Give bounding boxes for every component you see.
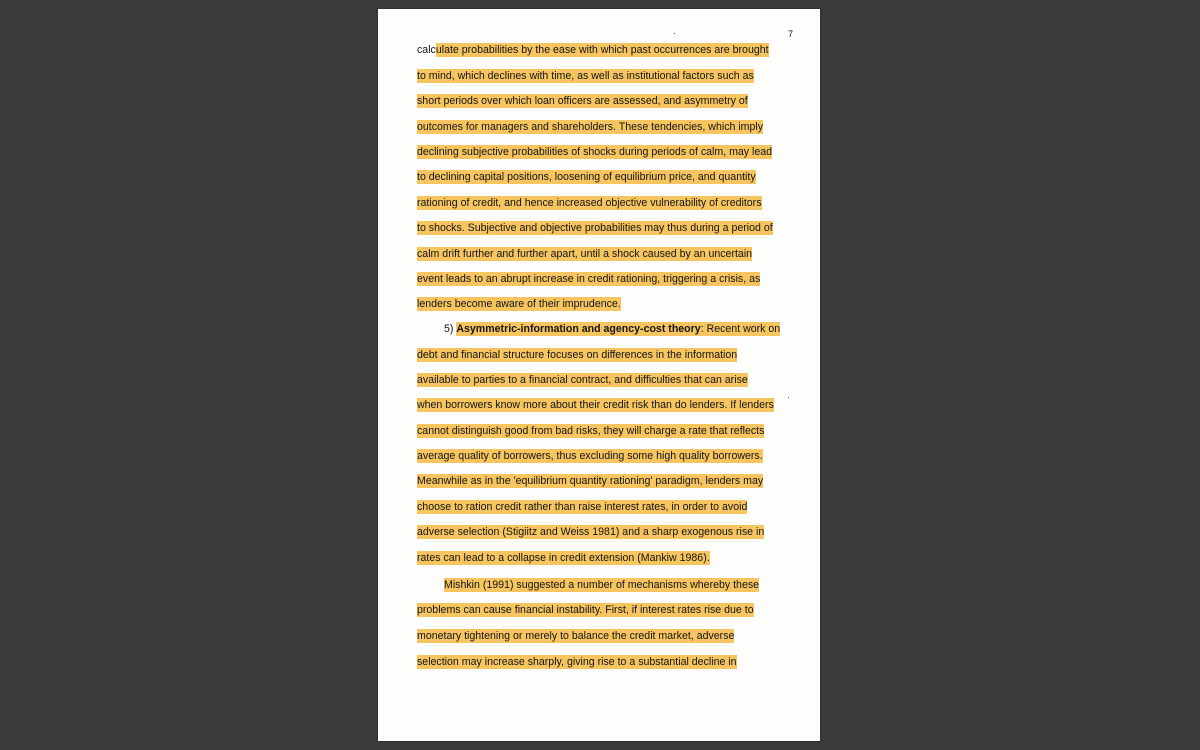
highlighted-text: adverse selection (Stigiitz and Weiss 1981) and a sharp exogenous rise in: [417, 526, 765, 538]
text-line: 5) Asymmetric-information and agency-cost theory: Recent work on: [444, 323, 781, 335]
highlighted-text: average quality of borrowers, thus excluding some high quality borrowers.: [417, 450, 763, 462]
text-line: [417, 500, 747, 514]
text-line: [444, 578, 759, 592]
highlighted-text: calm drift further and further apart, until a shock caused by an uncertain: [417, 248, 753, 260]
highlighted-text: choose to ration credit rather than raise interest rates, in order to avoid: [417, 501, 748, 513]
text-line: [417, 196, 762, 210]
text-line: [417, 94, 748, 108]
section-heading: Asymmetric-information and agency-cost theory: [456, 323, 701, 335]
text-line: [417, 247, 752, 261]
text-line: [417, 272, 760, 286]
text-line: [417, 373, 748, 387]
highlighted-text: problems can cause financial instability. First, if interest rates rise due to: [417, 604, 754, 616]
scan-speck: [674, 33, 675, 34]
text-line: [417, 69, 754, 83]
highlighted-text: available to parties to a financial contract, and difficulties that can arise: [417, 374, 748, 386]
text-line: [417, 398, 774, 412]
text-line: [417, 120, 763, 134]
highlighted-text: debt and financial structure focuses on differences in the information: [417, 349, 738, 361]
highlighted-text: monetary tightening or merely to balance the credit market, adverse: [417, 630, 735, 642]
text-line: [417, 221, 773, 235]
highlighted-text: to shocks. Subjective and objective probabilities may thus during a period of: [417, 222, 773, 234]
highlighted-text: short periods over which loan officers are assessed, and asymmetry of: [417, 95, 748, 107]
highlighted-text: declining subjective probabilities of shocks during periods of calm, may lead: [417, 146, 773, 158]
highlighted-text: lenders become aware of their imprudence.: [417, 298, 621, 310]
text-line: [417, 655, 737, 669]
text-line: [417, 348, 737, 362]
page-number: 7: [787, 29, 793, 39]
highlighted-text: rationing of credit, and hence increased objective vulnerability of creditors: [417, 197, 762, 209]
highlighted-text: : Recent work on: [700, 323, 781, 335]
highlighted-text: Meanwhile as in the 'equilibrium quantity rationing' paradigm, lenders may: [417, 475, 764, 487]
text-line: [417, 474, 763, 488]
text-line: calculate probabilities by the ease with which past occurrences are brought: [417, 44, 769, 56]
highlighted-text: cannot distinguish good from bad risks, they will charge a rate that reflects: [417, 425, 765, 437]
text-line: [417, 551, 710, 565]
highlighted-text: to mind, which declines with time, as well as institutional factors such as: [417, 70, 754, 82]
highlighted-text: to declining capital positions, loosening of equilibrium price, and quantity: [417, 171, 756, 183]
text-line: [417, 424, 764, 438]
highlighted-text: outcomes for managers and shareholders. These tendencies, which imply: [417, 121, 764, 133]
text-line: [417, 525, 764, 539]
text-line: [417, 603, 754, 617]
highlighted-text: Mishkin (1991) suggested a number of mechanisms whereby these: [444, 579, 760, 591]
scan-speck: [788, 397, 789, 398]
text-line: [417, 170, 756, 184]
text-line: [417, 297, 621, 311]
text-line: [417, 449, 763, 463]
document-page: [378, 9, 820, 741]
text-line: [417, 145, 772, 159]
highlighted-text: event leads to an abrupt increase in credit rationing, triggering a crisis, as: [417, 273, 761, 285]
highlighted-text: selection may increase sharply, giving rise to a substantial decline in: [417, 656, 737, 668]
text-line: [417, 629, 734, 643]
highlighted-text: when borrowers know more about their credit risk than do lenders. If lenders: [417, 399, 774, 411]
highlighted-text: rates can lead to a collapse in credit extension (Mankiw 1986).: [417, 552, 710, 564]
highlighted-text: ulate probabilities by the ease with which past occurrences are brought: [435, 44, 769, 56]
